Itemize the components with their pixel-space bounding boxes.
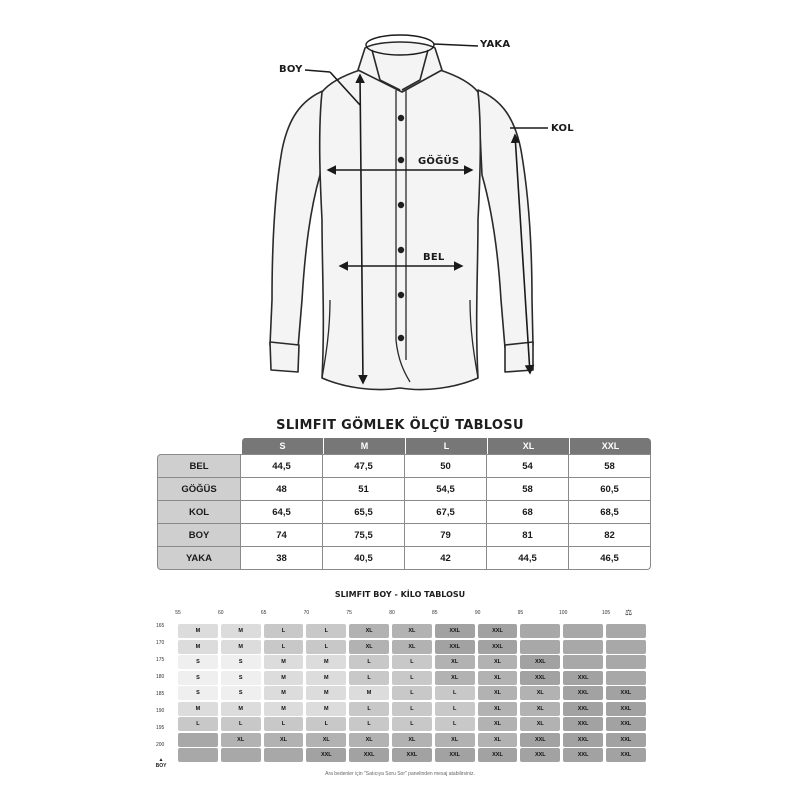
weight-cell: XXL (606, 748, 646, 762)
kilo-tick: 80 (389, 610, 395, 616)
boy-tick: 175 (156, 657, 165, 663)
size-table-corner (157, 438, 241, 454)
weight-cell: L (264, 624, 304, 638)
height-icon: ▲ (158, 757, 164, 763)
kilo-tick: 85 (432, 610, 438, 616)
boy-tick: 195 (156, 725, 165, 731)
weight-cell (606, 624, 646, 638)
table-cell: 74 (241, 524, 323, 547)
weight-cell: XL (435, 655, 475, 669)
table-cell: 58 (487, 478, 569, 501)
weight-cell: M (178, 624, 218, 638)
size-head-l: L (405, 438, 487, 454)
kol-label: KOL (551, 123, 574, 134)
weight-cell: XL (435, 671, 475, 685)
table-cell: 68,5 (569, 501, 651, 524)
table-cell: 79 (405, 524, 487, 547)
boy-axis (152, 620, 176, 760)
boy-axis-label (153, 757, 169, 769)
kilo-tick: 60 (218, 610, 224, 616)
weight-cell: XXL (478, 624, 518, 638)
weight-cell: XL (520, 686, 560, 700)
weight-cell: XL (264, 733, 304, 747)
weight-cell: L (392, 655, 432, 669)
weight-cell: M (221, 640, 261, 654)
weight-cell (221, 748, 261, 762)
weight-cell: M (264, 686, 304, 700)
weight-cell: XXL (606, 686, 646, 700)
table-cell: 44,5 (487, 547, 569, 570)
weight-cell: S (221, 655, 261, 669)
weight-cell: L (306, 640, 346, 654)
weight-cell: M (221, 624, 261, 638)
weight-cell: XXL (520, 655, 560, 669)
table-cell: 82 (569, 524, 651, 547)
weight-cell (563, 624, 603, 638)
weight-cell: L (435, 686, 475, 700)
weight-cell: L (178, 717, 218, 731)
weight-cell: M (178, 640, 218, 654)
weight-table-title: SLIMFIT BOY - KİLO TABLOSU (334, 590, 466, 599)
bel-label: BEL (423, 252, 445, 263)
weight-cell: XL (478, 702, 518, 716)
row-label-bel: BEL (157, 454, 241, 478)
weight-cell: M (306, 686, 346, 700)
kilo-tick: 100 (559, 610, 568, 616)
weight-cell: L (264, 640, 304, 654)
weight-cell: M (221, 702, 261, 716)
weight-cell: M (349, 686, 389, 700)
kilo-tick: 90 (474, 610, 481, 616)
weight-cell: XXL (520, 748, 560, 762)
table-cell: 67,5 (405, 501, 487, 524)
size-table (157, 438, 651, 570)
table-cell: 75,5 (323, 524, 405, 547)
weight-cell: L (392, 702, 432, 716)
weight-cell: L (349, 717, 389, 731)
table-cell: 54,5 (405, 478, 487, 501)
table-cell: 51 (323, 478, 405, 501)
weight-cell: S (221, 671, 261, 685)
weight-cell: M (306, 702, 346, 716)
weight-cell: XXL (435, 640, 475, 654)
weight-cell: XXL (478, 640, 518, 654)
weight-cell: XL (478, 655, 518, 669)
weight-cell: L (264, 717, 304, 731)
weight-cell: XXL (563, 717, 603, 731)
boy-tick: 200 (156, 742, 165, 748)
kilo-tick: 65 (260, 610, 267, 616)
weight-cell: L (349, 702, 389, 716)
weight-cell: XXL (563, 671, 603, 685)
weight-cell: M (178, 702, 218, 716)
kilo-axis (0, 610, 800, 620)
weight-cell (178, 748, 218, 762)
table-cell: 54 (487, 454, 569, 478)
table-cell: 44,5 (241, 454, 323, 478)
weight-cell: XXL (349, 748, 389, 762)
footnote: Ara bedenler için "Satıcıya Soru Sor" panelinden mesaj atabilirsiniz. (325, 771, 475, 777)
table-row (157, 547, 651, 570)
boy-tick: 190 (156, 708, 165, 714)
table-cell: 65,5 (323, 501, 405, 524)
size-head-m: M (323, 438, 405, 454)
weight-cell: XXL (392, 748, 432, 762)
gogus-label: GÖĞÜS (418, 156, 460, 167)
weight-cell: XL (392, 624, 432, 638)
row-label-yaka: YAKA (157, 547, 241, 570)
weight-cell: S (178, 686, 218, 700)
weight-cell: XL (349, 733, 389, 747)
weight-cell: XXL (520, 671, 560, 685)
weight-cell: XL (435, 733, 475, 747)
weight-cell: S (178, 655, 218, 669)
table-cell: 58 (569, 454, 651, 478)
weight-cell: XL (520, 717, 560, 731)
table-cell: 64,5 (241, 501, 323, 524)
table-row (157, 524, 651, 547)
weight-cell: XXL (435, 624, 475, 638)
size-head-xl: XL (487, 438, 569, 454)
weight-cell (264, 748, 304, 762)
weight-cell: XL (392, 640, 432, 654)
table-cell: 40,5 (323, 547, 405, 570)
weight-cell: M (264, 702, 304, 716)
boy-label: BOY (279, 64, 303, 75)
weight-cell: XXL (435, 748, 475, 762)
boy-tick: 180 (156, 674, 165, 680)
weight-cell (178, 733, 218, 747)
weight-cell: XXL (478, 748, 518, 762)
weight-cell: XXL (563, 686, 603, 700)
boy-tick: 185 (156, 691, 165, 697)
weight-cell (563, 655, 603, 669)
table-cell: 48 (241, 478, 323, 501)
weight-cell: S (178, 671, 218, 685)
weight-cell: L (306, 624, 346, 638)
weight-cell: L (392, 717, 432, 731)
boy-axis-text: BOY (155, 763, 167, 769)
weight-cell (606, 655, 646, 669)
weight-cell: L (306, 717, 346, 731)
weight-cell: L (435, 702, 475, 716)
size-head-s: S (241, 438, 323, 454)
size-header-row (157, 438, 651, 454)
row-label-kol: KOL (157, 501, 241, 524)
weight-cell: L (392, 671, 432, 685)
size-head-xxl: XXL (569, 438, 651, 454)
weight-cell: XL (306, 733, 346, 747)
table-row (157, 478, 651, 501)
kilo-tick: 105 (601, 610, 611, 616)
scale-icon: ⚖ (625, 608, 633, 617)
table-cell: 81 (487, 524, 569, 547)
weight-cell: XXL (606, 733, 646, 747)
weight-cell: XL (349, 640, 389, 654)
boy-tick: 165 (156, 623, 165, 629)
table-row (157, 501, 651, 524)
weight-cell (606, 640, 646, 654)
weight-cell: M (306, 671, 346, 685)
weight-cell: L (392, 686, 432, 700)
kilo-tick: 55 (175, 610, 181, 616)
weight-cell: XXL (563, 733, 603, 747)
weight-cell: XXL (306, 748, 346, 762)
weight-cell (563, 640, 603, 654)
kilo-tick: 75 (346, 610, 352, 616)
weight-cell: XL (520, 702, 560, 716)
weight-cell: L (349, 671, 389, 685)
weight-cell: L (221, 717, 261, 731)
table-cell: 46,5 (569, 547, 651, 570)
row-label-boy: BOY (157, 524, 241, 547)
table-cell: 68 (487, 501, 569, 524)
kilo-tick: 70 (303, 610, 310, 616)
weight-cell: XL (349, 624, 389, 638)
weight-cell: L (435, 717, 475, 731)
table-cell: 60,5 (569, 478, 651, 501)
weight-cell: M (264, 655, 304, 669)
table-cell: 42 (405, 547, 487, 570)
weight-cell: XXL (520, 733, 560, 747)
weight-cell: XL (478, 686, 518, 700)
weight-cell: XXL (606, 717, 646, 731)
weight-cell (520, 624, 560, 638)
weight-cell: S (221, 686, 261, 700)
weight-cell: M (306, 655, 346, 669)
size-table-title: SLIMFIT GÖMLEK ÖLÇÜ TABLOSU (276, 418, 524, 433)
table-row (157, 454, 651, 478)
weight-cell: XL (392, 733, 432, 747)
weight-cell: XXL (563, 748, 603, 762)
boy-tick: 170 (156, 640, 165, 646)
yaka-label: YAKA (480, 39, 511, 50)
weight-cell: XL (221, 733, 261, 747)
row-label-gogus: GÖĞÜS (157, 478, 241, 501)
table-cell: 38 (241, 547, 323, 570)
weight-cell: XL (478, 671, 518, 685)
weight-cell (606, 671, 646, 685)
table-cell: 47,5 (323, 454, 405, 478)
table-cell: 50 (405, 454, 487, 478)
weight-cell: XL (478, 733, 518, 747)
weight-cell: XL (478, 717, 518, 731)
weight-cell: L (349, 655, 389, 669)
weight-cell: XXL (606, 702, 646, 716)
weight-cell: M (264, 671, 304, 685)
kilo-tick: 95 (517, 610, 524, 616)
weight-cell (520, 640, 560, 654)
weight-cell: XXL (563, 702, 603, 716)
